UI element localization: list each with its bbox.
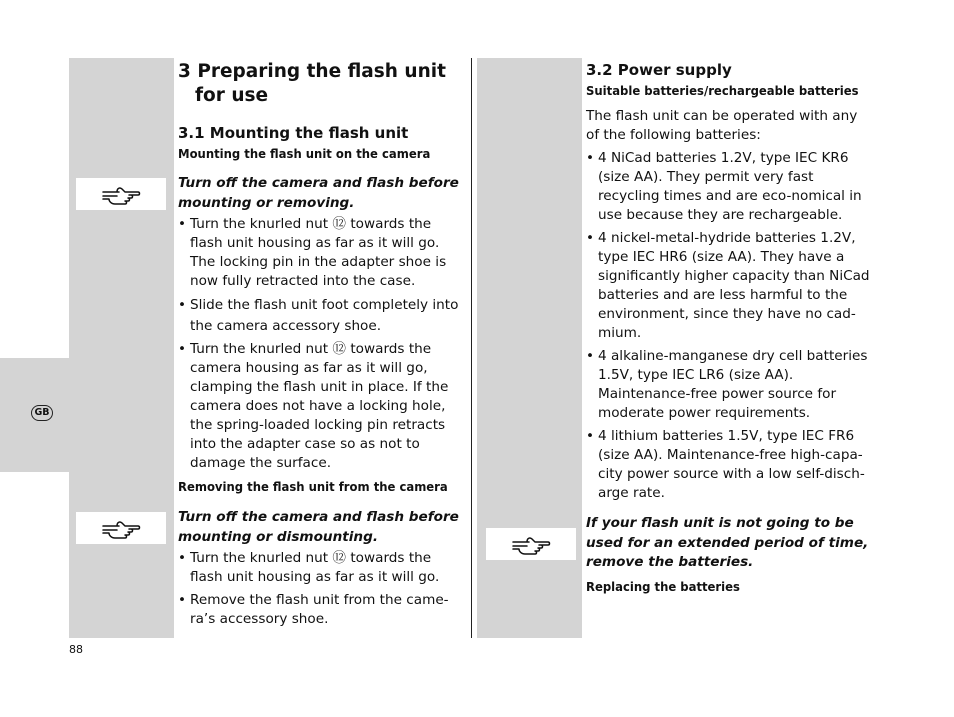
section-title-power-supply: 3.2 Power supply [586, 61, 732, 79]
left-text-column [178, 60, 462, 629]
note-box-mount [76, 178, 166, 210]
pointing-hand-icon [101, 183, 141, 205]
column-divider [471, 58, 472, 638]
battery-types-list [586, 149, 874, 503]
remove-steps-list [178, 549, 462, 629]
chapter-title [178, 60, 462, 108]
note-box-batteries [486, 528, 576, 560]
warning-batteries: If your flash unit is not going to be used for an extended period of time, remove the batteries. [586, 515, 869, 570]
subsection-mounting-on-camera: Mounting the flash unit on the camera [178, 146, 431, 161]
left-margin-column [69, 58, 174, 638]
section-title-mounting: 3.1 Mounting the flash unit [178, 124, 409, 142]
list-item: • 4 NiCad batteries 1.2V, type IEC KR6 (size AA). They permit very fast recycling times and are eco-nomical in use because they are rechargeable. [586, 149, 874, 225]
pointing-hand-icon [511, 533, 551, 555]
chapter-title-line2: for use [195, 85, 269, 106]
list-item: • Slide the flash unit foot completely into the camera accessory shoe. [178, 295, 462, 337]
list-item: • 4 alkaline-manganese dry cell batteries 1.5V, type IEC LR6 (size AA). Maintenance-free power source for moderate power requirements. [586, 347, 874, 423]
page-number: 88 [69, 643, 83, 656]
list-item: • Turn the knurled nut ⑫ towards the camera housing as far as it will go, clamping the flash unit in place. If the camera does not have a locking hole, the spring-loaded locking pin retracts into the adapter case so as not to damage the surface. [178, 340, 462, 473]
chapter-title-line1: 3 Preparing the flash unit [178, 61, 446, 82]
warning-removing: Turn off the camera and flash before mounting or dismounting. [178, 509, 459, 545]
subsection-suitable-batteries: Suitable batteries/rechargeable batteries [586, 83, 859, 98]
mount-steps-list [178, 215, 462, 473]
language-badge: GB [31, 405, 53, 421]
list-item: • Turn the knurled nut ⑫ towards the flash unit housing as far as it will go. [178, 549, 462, 587]
pointing-hand-icon [101, 517, 141, 539]
list-item: • Remove the flash unit from the came-ra’s accessory shoe. [178, 591, 462, 629]
list-item: • 4 lithium batteries 1.5V, type IEC FR6 (size AA). Maintenance-free high-capa-city power source with a low self-disch-arge rate. [586, 427, 874, 503]
warning-mounting: Turn off the camera and flash before mounting or removing. [178, 175, 459, 211]
power-intro-text: The flash unit can be operated with any of the following batteries: [586, 108, 858, 143]
subsection-removing: Removing the flash unit from the camera [178, 479, 448, 494]
subsection-replacing-batteries: Replacing the batteries [586, 578, 740, 594]
list-item: • 4 nickel-metal-hydride batteries 1.2V, type IEC HR6 (size AA). They have a significantly higher capacity than NiCad batteries and are less harmful to the environment, since they have no cad-mium. [586, 229, 874, 343]
note-box-remove [76, 512, 166, 544]
right-text-column [586, 60, 874, 596]
list-item: • Turn the knurled nut ⑫ towards the flash unit housing as far as it will go. The locking pin in the adapter shoe is now fully retracted into the case. [178, 215, 462, 291]
